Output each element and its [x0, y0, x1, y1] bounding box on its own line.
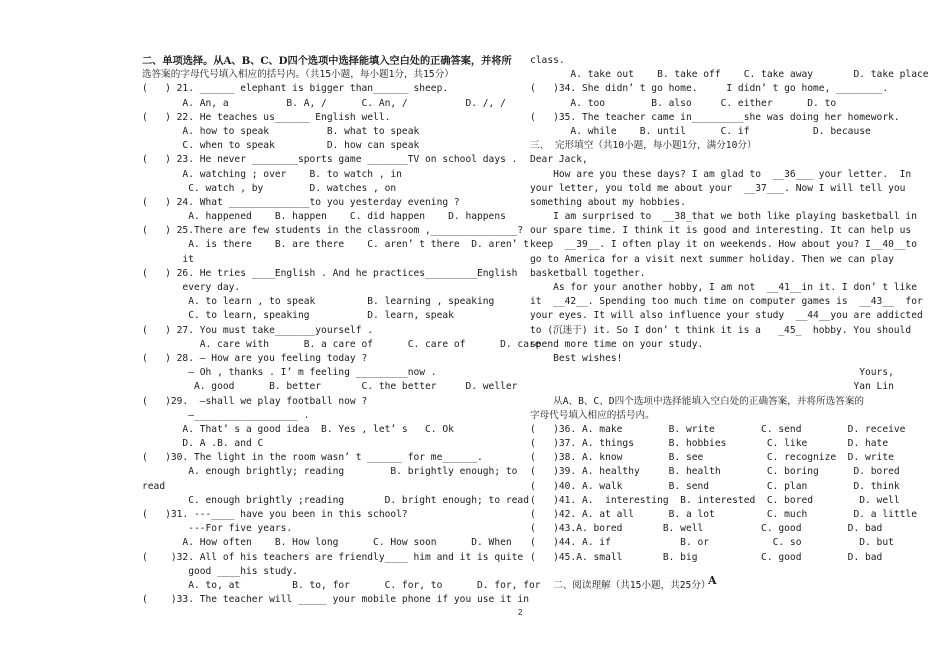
right-column-line: ( )42. A. at all B. a lot C. much D. a little: [530, 509, 917, 520]
left-column-line: ( ) 25.There are few students in the classroom ,_______________?: [142, 225, 524, 237]
left-column-line: C. to learn, speaking D. learn, speak: [142, 310, 454, 322]
right-column-line: ( )40. A. walk B. send C. plan D. think: [530, 480, 900, 492]
left-column-line: ( ) 28. — How are you feeling today ?: [142, 352, 368, 364]
right-column-line: it __42__. Spending too much time on computer games is __43__ for: [530, 296, 923, 308]
right-column-line: A. while B. until C. if D. because: [530, 125, 871, 137]
right-column-line: I am surprised to __38_that we both like playing basketball in: [530, 211, 917, 223]
left-column-line: A. good B. better C. the better D. weller: [142, 381, 518, 393]
right-column-line: your letter, you told me about your __37___. Now I will tell you: [530, 182, 906, 194]
left-column-line: good ____his study.: [142, 565, 298, 577]
right-column-line: ( )39. A. healthy B. health C. boring D. bored: [530, 466, 900, 478]
right-column-line: ( )45.A. small B. big C. good D. bad: [530, 551, 883, 563]
left-column: [142, 54, 541, 607]
right-column-line: our spare time. I think it is good and interesting. It can help us: [530, 225, 912, 237]
right-column-line: Dear Jack,: [530, 154, 588, 166]
right-column-line: go to America for a visit next summer holiday. Then we can play: [530, 253, 894, 265]
left-column-line: — Oh , thanks . I’ m feeling _________now .: [142, 367, 437, 379]
left-column-line: ( ) 23. He never ________sports game _______TV on school days .: [142, 154, 518, 166]
right-column-line: ( )36. A. make B. write C. send D. receive: [530, 423, 906, 435]
right-column-line: ( )38. A. know B. see C. recognize D. write: [530, 452, 894, 464]
left-column-line: ( ) 22. He teaches us______ English well.: [142, 111, 391, 123]
left-column-line: A. is there B. are there C. aren’ t there D. aren’ t: [142, 239, 529, 251]
right-column-line: 三、 完形填空（共10小题，每小题1分，满分10分）: [530, 140, 757, 152]
right-column-line: ( )41. A. interesting B. interested C. bored D. well: [530, 494, 900, 506]
right-column-line: something about my hobbies.: [530, 196, 686, 208]
right-column-line: As for your another hobby, I am not __41__in it. I don’ t like: [530, 282, 917, 293]
left-column-line: D. A .B. and C: [142, 438, 264, 450]
left-column-line: ( )31. ---____ have you been in this school?: [142, 509, 408, 520]
right-column: [530, 54, 929, 593]
right-column-line: ( )34. She didn’ t go home. I didn’ t go home, ________.: [530, 83, 889, 95]
right-column-line: spend more time on your study.: [530, 338, 704, 350]
right-column-line: A. take out B. take off C. take away D. take place: [530, 69, 929, 81]
right-column-line: keep __39__. I often play it on weekends. How about you? I__40__to: [530, 239, 917, 251]
left-column-line: A. to learn , to speak B. learning , speaking: [142, 296, 495, 308]
right-column-line: 从A、B、C、D四个选项中选择能填入空白处的正确答案，并将所选答案的: [530, 395, 865, 407]
left-column-line: ( ) 26. He tries ____English . And he practices_________English: [142, 267, 518, 279]
right-column-line: ( )43.A. bored B. well C. good D. bad: [530, 523, 883, 535]
right-column-line: your eyes. It will also influence your study __44__you are addicted: [530, 310, 923, 322]
left-column-line: 二、单项选择。从A、B、C、D四个选项中选择能填入空白处的正确答案，并将所: [142, 55, 512, 67]
left-column-line: ( )29. —shall we play football now ?: [142, 395, 368, 407]
right-column-line: ( )35. The teacher came in_________she was doing her homework.: [530, 111, 900, 123]
left-column-line: ( )30. The light in the room wasn’ t ______ for me______.: [142, 452, 483, 464]
reading-passage-label: A: [708, 574, 717, 587]
left-column-line: ( )32. All of his teachers are friendly____ him and it is quite: [142, 551, 524, 563]
left-column-line: ---For five years.: [142, 523, 293, 535]
right-column-line: 二、阅读理解（共15小题，共25分）: [530, 579, 711, 591]
right-column-line: class.: [530, 55, 565, 66]
left-column-line: ( )33. The teacher will _____ your mobile phone if you use it in: [142, 594, 529, 606]
left-column-line: A. enough brightly; reading B. brightly enough; to: [142, 466, 518, 478]
left-column-line: ( ) 24. What ______________to you yesterday evening ?: [142, 196, 460, 208]
left-column-line: A. How often B. How long C. How soon D. When: [142, 537, 512, 549]
right-column-line: ( )37. A. things B. hobbies C. like D. hate: [530, 438, 889, 450]
left-column-line: ( ) 27. You must take_______yourself .: [142, 324, 374, 336]
left-column-line: ( ) 21. ______ elephant is bigger than______ sheep.: [142, 83, 449, 95]
left-column-line: C. enough brightly ;reading D. bright enough; to read: [142, 494, 529, 506]
right-column-line: ( )44. A. if B. or C. so D. but: [530, 537, 894, 549]
left-column-line: A. An, a B. A, / C. An, / D. /, /: [142, 97, 506, 109]
left-column-line: 选答案的字母代号填入相应的括号内。（共15小题，每小题1分，共15分）: [142, 69, 454, 81]
right-column-line: to (沉迷于) it. So I don’ t think it is a _45_ hobby. You should: [530, 324, 912, 336]
right-column-line: Yan Lin: [530, 381, 894, 393]
left-column-line: it: [142, 253, 194, 265]
left-column-line: A. That’ s a good idea B. Yes , let’ s C. Ok: [142, 423, 454, 435]
page-number: 2: [518, 608, 523, 617]
left-column-line: —__________________ .: [142, 409, 310, 421]
right-column-line: A. too B. also C. either D. to: [530, 97, 837, 109]
left-column-line: C. watch , by D. watches , on: [142, 182, 397, 194]
left-column-line: C. when to speak D. how can speak: [142, 140, 420, 152]
left-column-line: read: [142, 480, 166, 492]
left-column-line: every day.: [142, 282, 241, 293]
right-column-line: 字母代号填入相应的括号内。: [530, 409, 655, 421]
left-column-line: A. happened B. happen C. did happen D. happens: [142, 211, 506, 223]
left-column-line: A. care with B. a care of C. care of D. care: [142, 338, 541, 350]
right-column-line: Best wishes!: [530, 352, 623, 364]
right-column-line: Yours,: [530, 367, 894, 379]
left-column-line: A. watching ; over B. to watch , in: [142, 168, 402, 180]
left-column-line: A. to, at B. to, for C. for, to D. for, for: [142, 579, 541, 591]
right-column-line: basketball together.: [530, 267, 646, 279]
left-column-line: A. how to speak B. what to speak: [142, 125, 420, 137]
right-column-line: How are you these days? I am glad to __36___ your letter. In: [530, 168, 912, 180]
